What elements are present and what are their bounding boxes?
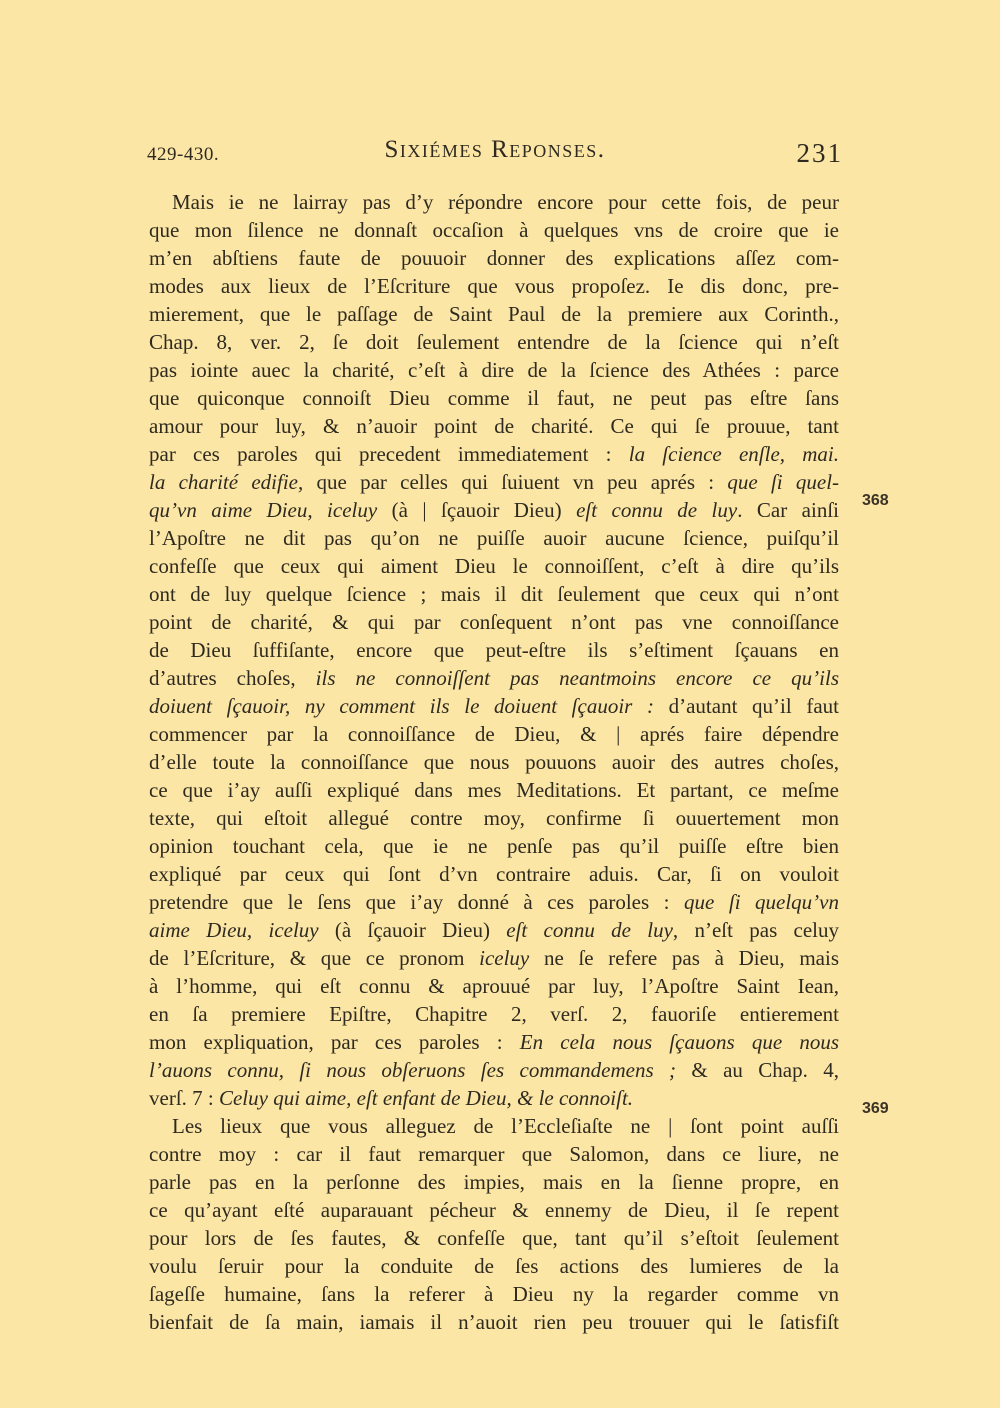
- text-line: verſ. 7 : Celuy qui aime, eſt enfant de Dieu, & le connoiſt.: [149, 1086, 634, 1110]
- text-line: opinion touchant cela, que ie ne penſe pas qu’il puiſſe eſtre bien: [149, 834, 839, 858]
- text-line: pas iointe auec la charité, c’eſt à dire de la ſcience des Athées : parce: [149, 358, 839, 382]
- text-line: point de charité, & qui par conſequent n’ont pas vne connoiſſance: [149, 610, 839, 634]
- page-range: 429-430.: [147, 144, 220, 165]
- text-line: d’autres choſes, ils ne connoiſſent pas neantmoins encore ce qu’ils: [149, 666, 839, 690]
- margin-number: 369: [862, 1100, 889, 1117]
- text-line: texte, qui eſtoit allegué contre moy, confirme ſi ouuertement mon: [149, 806, 839, 830]
- text-line: l’Apoſtre ne dit pas qu’on ne puiſſe auoir aucune ſcience, puiſqu’il: [149, 526, 839, 550]
- text-line: modes aux lieux de l’Eſcriture que vous propoſez. Ie dis donc, pre-: [149, 274, 839, 298]
- text-line: doiuent ſçauoir, ny comment ils le doiuent ſçauoir : d’autant qu’il faut: [149, 694, 839, 718]
- text-line: expliqué par ceux qui ſont d’vn contraire aduis. Car, ſi on vouloit: [149, 862, 839, 886]
- text-line: de l’Eſcriture, & que ce pronom iceluy ne ſe refere pas à Dieu, mais: [149, 946, 839, 970]
- text-line: en ſa premiere Epiſtre, Chapitre 2, verſ. 2, fauoriſe entierement: [149, 1002, 839, 1026]
- text-line: voulu ſeruir pour la conduite de ſes actions des lumieres de la: [149, 1254, 839, 1278]
- text-line: bienfait de ſa main, iamais il n’auoit rien peu trouuer qui le ſatisfiſt: [149, 1310, 839, 1334]
- text-line: que quiconque connoiſt Dieu comme il faut, ne peut pas eſtre ſans: [149, 386, 839, 410]
- text-line: ſageſſe humaine, ſans la referer à Dieu ny la regarder comme vn: [149, 1282, 839, 1306]
- text-line: Chap. 8, ver. 2, ſe doit ſeulement entendre de la ſcience qui n’eſt: [149, 330, 839, 354]
- text-line: ce que i’ay auſſi expliqué dans mes Meditations. Et partant, ce meſme: [149, 778, 839, 802]
- text-line: contre moy : car il faut remarquer que Salomon, dans ce liure, ne: [149, 1142, 839, 1166]
- page-number: 231: [796, 138, 843, 168]
- text-line: pour lors de ſes fautes, & confeſſe que, tant qu’il s’eſtoit ſeulement: [149, 1226, 839, 1250]
- text-line: de Dieu ſuffiſante, encore que peut-eſtre ils s’eſtiment ſçauans en: [149, 638, 839, 662]
- text-line: mon expliquation, par ces paroles : En cela nous ſçauons que nous: [149, 1030, 839, 1054]
- text-line: d’elle toute la connoiſſance que nous pouuons auoir des autres choſes,: [149, 750, 839, 774]
- text-line: commencer par la connoiſſance de Dieu, & | aprés faire dépendre: [149, 722, 839, 746]
- running-title: Sixiémes Reponses.: [384, 136, 606, 163]
- body-text: [149, 188, 839, 1336]
- text-line: m’en abſtiens faute de pouuoir donner des explications aſſez com-: [149, 246, 839, 270]
- running-head: [147, 136, 843, 176]
- text-line: mierement, que le paſſage de Saint Paul de la premiere aux Corinth.,: [149, 302, 839, 326]
- text-line: ont de luy quelque ſcience ; mais il dit ſeulement que ceux qui n’ont: [149, 582, 839, 606]
- text-line: par ces paroles qui precedent immediatement : la ſcience enſle, mai.: [149, 442, 839, 466]
- text-line: amour pour luy, & n’auoir point de charité. Ce qui ſe prouue, tant: [149, 414, 839, 438]
- text-line: l’auons connu, ſi nous obſeruons ſes commandemens ; & au Chap. 4,: [149, 1058, 839, 1082]
- text-line: confeſſe que ceux qui aiment Dieu le connoiſſent, c’eſt à dire qu’ils: [149, 554, 839, 578]
- text-line: que mon ſilence ne donnaſt occaſion à quelques vns de croire que ie: [149, 218, 839, 242]
- text-line: Les lieux que vous alleguez de l’Eccleſiaſte ne | ſont point auſſi: [172, 1114, 839, 1138]
- text-line: Mais ie ne lairray pas d’y répondre encore pour cette fois, de peur: [172, 190, 839, 214]
- text-line: parle pas en la perſonne des impies, mais en la ſienne propre, en: [149, 1170, 839, 1194]
- text-line: pretendre que le ſens que i’ay donné à ces paroles : que ſi quelqu’vn: [149, 890, 839, 914]
- text-line: ce qu’ayant eſté auparauant pécheur & ennemy de Dieu, il ſe repent: [149, 1198, 839, 1222]
- text-line: à l’homme, qui eſt connu & aprouué par luy, l’Apoſtre Saint Iean,: [149, 974, 839, 998]
- text-line: la charité edifie, que par celles qui ſuiuent vn peu aprés : que ſi quel-: [149, 470, 839, 494]
- margin-number: 368: [862, 492, 889, 509]
- text-line: qu’vn aime Dieu, iceluy (à | ſçauoir Dieu) eſt connu de luy. Car ainſi: [149, 498, 839, 522]
- text-line: aime Dieu, iceluy (à ſçauoir Dieu) eſt connu de luy, n’eſt pas celuy: [149, 918, 839, 942]
